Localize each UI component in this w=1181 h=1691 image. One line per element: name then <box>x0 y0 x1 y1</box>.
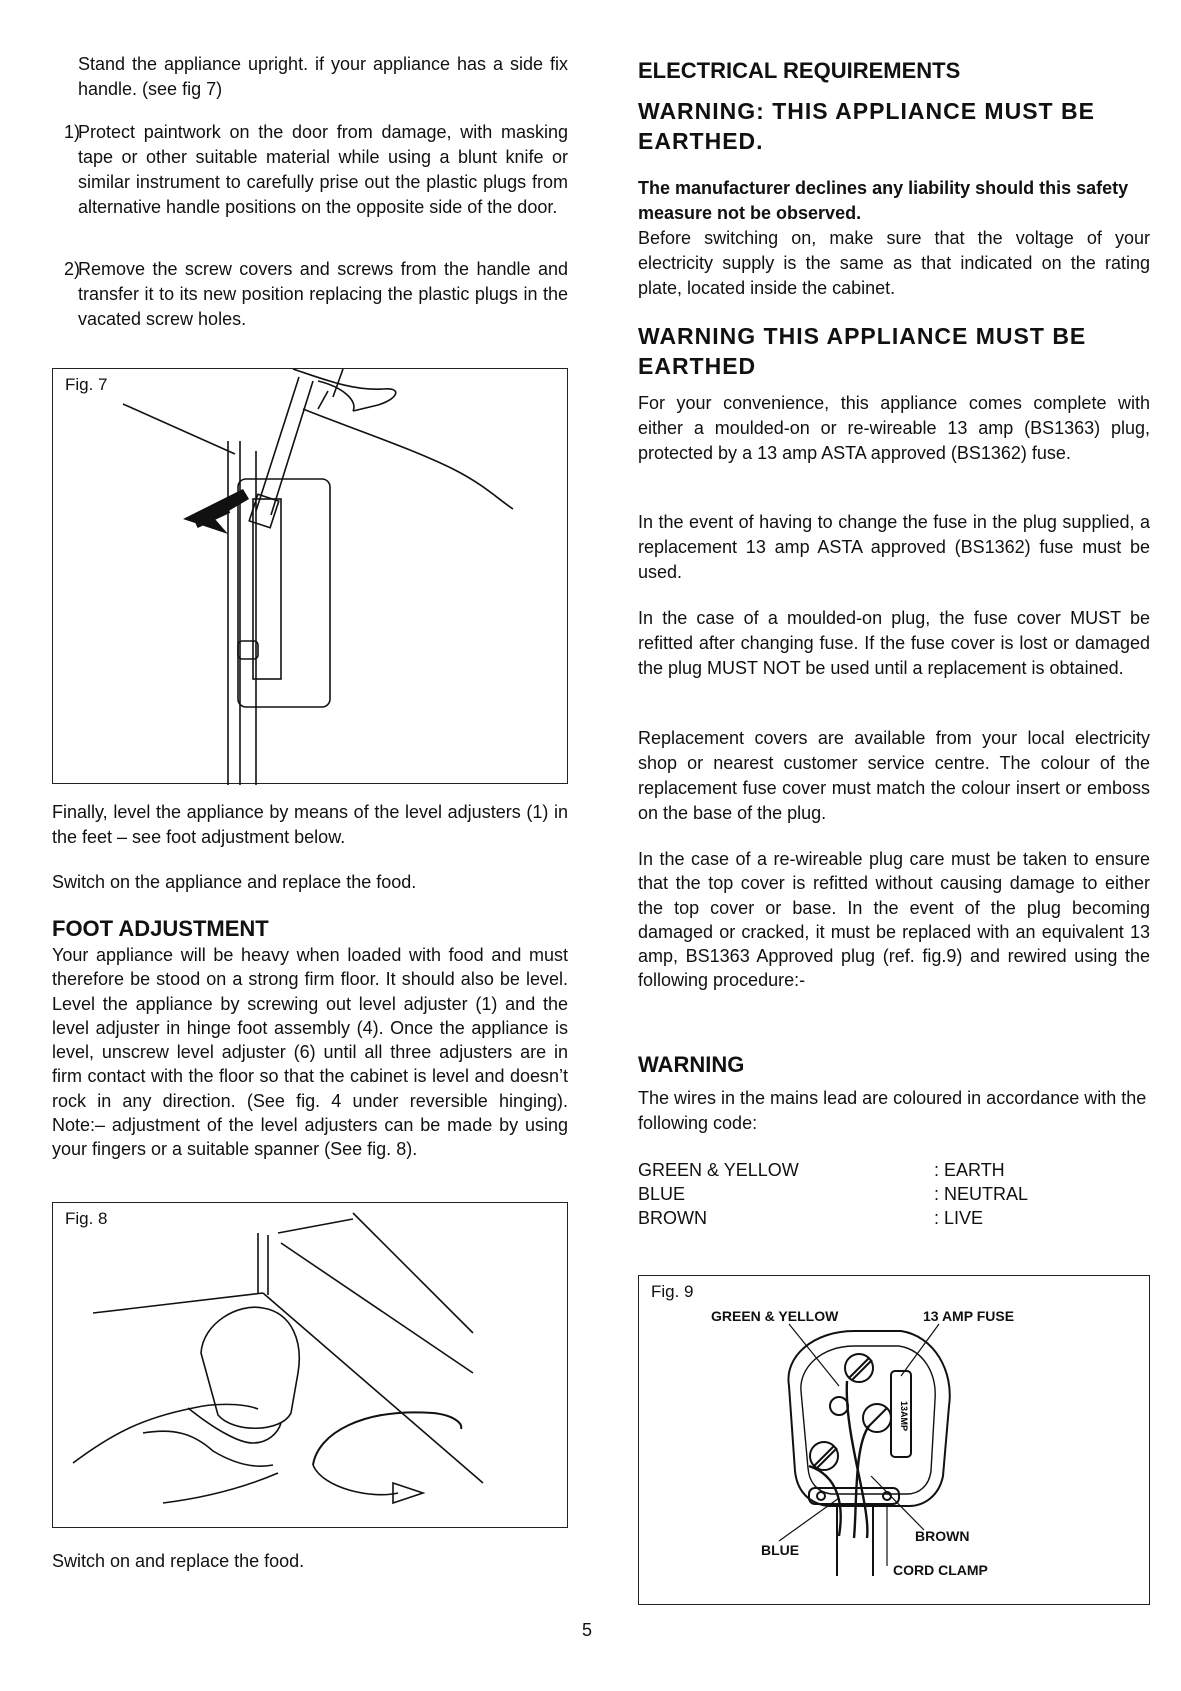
foot-adjuster-illustration <box>53 1203 569 1529</box>
label-13-amp-fuse: 13 AMP FUSE <box>923 1308 1015 1324</box>
plug-wiring-diagram <box>639 1276 1151 1606</box>
fuse-marking: 13AMP <box>899 1400 909 1432</box>
step-2 <box>63 257 568 332</box>
step-1 <box>63 120 568 220</box>
wire-code-row <box>638 1158 1150 1182</box>
finally-text: Finally, level the appliance by means of the level adjusters (1) in the feet – see foot adjustment below. <box>52 802 568 847</box>
step-text: Protect paintwork on the door from damage, with masking tape or other suitable material while using a blunt knife or similar instrument to carefully prise out the plastic plugs from alternative handle positions on the opposite side of the door. <box>78 122 568 217</box>
door-handle-illustration <box>53 369 569 785</box>
step-text: Remove the screw covers and screws from the handle and transfer it to its new position replacing the plastic plugs in the vacated screw holes. <box>78 259 568 329</box>
foot-adjustment-heading: FOOT ADJUSTMENT <box>52 916 269 941</box>
warning-heading-3: WARNING <box>638 1052 745 1077</box>
intro-text: Stand the appliance upright. if your appliance has a side fix handle. (see fig 7) <box>78 54 568 99</box>
wire-color: BROWN <box>638 1208 707 1228</box>
figure-caption: Fig. 8 <box>65 1209 108 1228</box>
step-number: 1) <box>63 122 80 142</box>
switch-on-text-1: Switch on the appliance and replace the food. <box>52 872 417 892</box>
figure-caption: Fig. 9 <box>651 1282 694 1301</box>
figure-9 <box>638 1275 1150 1605</box>
wire-meaning: : NEUTRAL <box>934 1184 1029 1204</box>
figure-caption: Fig. 7 <box>65 375 108 394</box>
label-green-yellow: GREEN & YELLOW <box>711 1308 839 1324</box>
figure-8 <box>52 1202 568 1528</box>
paragraph-moulded: In the case of a moulded-on plug, the fuse cover MUST be refitted after changing fuse. If the fuse cover is lost or damaged the plug MUST NOT be used until a replacement is obtained. <box>638 608 1150 678</box>
electrical-requirements-heading: ELECTRICAL REQUIREMENTS <box>638 58 961 83</box>
warning-heading-2: WARNING THIS APPLIANCE MUST BE EARTHED <box>638 323 1087 379</box>
step-number: 2) <box>63 259 80 279</box>
wires-intro-text: The wires in the mains lead are coloured in accordance with the following code: <box>638 1088 1147 1133</box>
wire-meaning: : EARTH <box>934 1160 1005 1180</box>
wire-code-row <box>638 1206 1150 1230</box>
figure-7 <box>52 368 568 784</box>
foot-adjustment-text: Your appliance will be heavy when loaded with food and must therefore be stood on a strong firm floor. It should also be level. Level the appliance by screwing out level adjuster (1) and the level adjuster in hinge foot assembly (4). Once the appliance is level, unscrew level adjuster (6) until all three adjusters are in firm contact with the floor so that the cabinet is level and doesn’t rock in any direction. (See fig. 4 under reversible hinging). Note:– adjustment of the level adjusters can be made by using your fingers or a suitable spanner (See fig. 8). <box>52 945 568 1160</box>
wire-meaning: : LIVE <box>934 1208 984 1228</box>
paragraph-covers: Replacement covers are available from your local electricity shop or nearest customer service centre. The colour of the replacement fuse cover must match the colour insert or emboss on the base of the plug. <box>638 728 1150 823</box>
wire-color: GREEN & YELLOW <box>638 1160 799 1180</box>
paragraph-rewireable: In the case of a re-wireable plug care must be taken to ensure that the top cover is refitted without causing damage to either the top cover or base. In the event of the plug becoming damaged or cracked, it must be replaced with an equivalent 13 amp, BS1363 Approved plug (ref. fig.9) and rewired using the following procedure:- <box>638 849 1150 991</box>
label-brown: BROWN <box>915 1528 970 1544</box>
liability-text: The manufacturer declines any liability should this safety measure not be observed. <box>638 178 1129 223</box>
warning-heading-1: WARNING: THIS APPLIANCE MUST BE EARTHED. <box>638 98 1095 154</box>
switch-on-text-2: Switch on and replace the food. <box>52 1551 305 1571</box>
wire-code-table <box>638 1158 1150 1230</box>
before-switching-text: Before switching on, make sure that the voltage of your electricity supply is the same as that indicated on the rating plate, located inside the cabinet. <box>638 228 1150 298</box>
label-cord-clamp: CORD CLAMP <box>893 1562 988 1578</box>
label-blue: BLUE <box>761 1542 800 1558</box>
page-number: 5 <box>582 1620 593 1640</box>
wire-color: BLUE <box>638 1184 686 1204</box>
wire-code-row <box>638 1182 1150 1206</box>
paragraph-plug: For your convenience, this appliance comes complete with either a moulded-on or re-wireable 13 amp (BS1363) plug, protected by a 13 amp ASTA approved (BS1362) fuse. <box>638 393 1150 463</box>
paragraph-fuse: In the event of having to change the fuse in the plug supplied, a replacement 13 amp ASTA approved (BS1362) fuse must be used. <box>638 512 1150 582</box>
